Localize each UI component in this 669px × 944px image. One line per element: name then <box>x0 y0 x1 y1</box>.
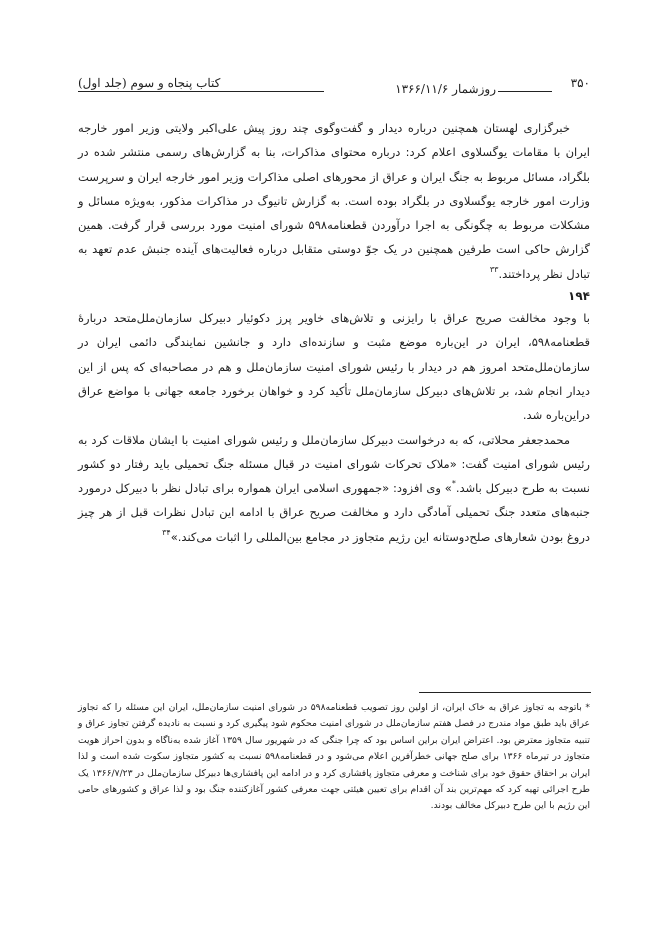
header-date: روزشمار ۱۳۶۶/۱۱/۶ <box>395 82 496 96</box>
page-number: ۳۵۰ <box>570 76 590 90</box>
footnote <box>78 700 590 815</box>
paragraph-3-text-a: محمدجعفر محلاتی، که به درخواست دبیرکل سازمان‌ملل و رئیس شورای امنیت با ایشان ملاقات کرد به رئیس شورای امنیت گفت: «ملاک تحرکات شورای امنیت در قبال مسئله جنگ تحمیلی باید رفتار دو کشور نسبت به طرح دبیرکل باشد. <box>78 432 590 496</box>
paragraph-3 <box>78 428 590 549</box>
main-text <box>78 116 590 549</box>
paragraph-2: با وجود مخالفت صریح عراق با رایزنی و تلاش‌های خاویر پرز دکوئیار دبیرکل سازمان‌ملل‌متحد دربارۀ قطعنامه۵۹۸، ایران در این‌باره موضع مثبت و سازنده‌ای دارد و جانشین نمایندگی دائمی ایران در سازمان‌ملل‌متحد امروز هم در دیدار با رئیس شورای امنیت سازمان‌ملل و هم در مصاحبه‌ای که پس از این دیدار انجام شد، بر تلاش‌های دبیرکل سازمان‌ملل تأکید کرد و خواهان برخورد جامعه جهانی با مواضع عراق دراین‌باره شد. <box>78 311 590 423</box>
paragraph-3-text-b: » وی افزود: «جمهوری اسلامی ایران همواره برای تبادل نظر با دبیرکل درمورد جنبه‌های متعدد جنگ تحمیلی آمادگی دارد و مخالفت صریح عراق با ادامه این تبادل نظرات قبل از هر چیز دروغ بودن شعارهای صلح‌دوستانه این رژیم متجاوز در مجامع بین‌المللی را اثبات می‌کند.» <box>78 481 590 544</box>
footnote-text: * باتوجه به تجاوز عراق به خاک ایران، از اولین روز تصویب قطعنامه۵۹۸ در شورای امنیت سازمان‌ملل، ایران این مسئله را که تجاوز عراق باید طبق مواد مندرج در فصل هفتم سازمان‌ملل در شورای امنیت محکوم شود پیگیری کرد و نسبت به نادیده گرفتن تجاوز عراق و تنبیه متجاوز معترض بود. اعتراض ایران براین اساس بود که چرا جنگی که در شهریور سال ۱۳۵۹ آغاز شده به‌ناگاه و بدون احراز هویت متجاوز در تیرماه ۱۳۶۶ برای صلح جهانی خطرآفرین اعلام می‌شود و در قطعنامه۵۹۸ نسبت به کشور متجاوز سکوت شده است و لذا ایران بر احقاق حقوق خود برای شناخت و معرفی متجاوز پافشاری کرد و در ادامه این پافشاری‌ها دبیرکل سازمان‌ملل در ۱۳۶۶/۷/۲۳ یک طرح اجرائی تهیه کرد که مهم‌ترین بند آن اقدام برای تعیین هیئتی جهت معرفی کشور آغازکننده جنگ بود و لذا عراق و کشورهای حامی این رژیم با این طرح دبیرکل مخالف بودند. <box>78 702 590 812</box>
header-rule-right <box>498 91 552 92</box>
running-header <box>78 76 590 98</box>
header-rule-left <box>78 91 324 92</box>
paragraph-1-text: خبرگزاری لهستان همچنین درباره دیدار و گفت‌وگوی چند روز پیش علی‌اکبر ولایتی وزیر امور خارجه ایران با مقامات یوگسلاوی اعلام کرد: درباره محتوای مذاکرات، بنا به گزارش‌های رسمی منتشر شده در بلگراد، مسائل مربوط به جنگ ایران و عراق از محورهای اصلی مذاکرات وزیر امور خارجه ایران و سرپرست وزارت امور خارجه یوگسلاوی در بلگراد بوده است. به گزارش تانیوگ در مذاکرات مذکور، به‌ویژه مسائل و مشکلات مربوط به چگونگی به اجرا درآوردن قطعنامه۵۹۸ شورای امنیت مورد بررسی قرار گرفت. همین گزارش حاکی است طرفین همچنین در یک جوّ دوستی متقابل درباره فعالیت‌های آینده جنبش عدم تعهد به تبادل نظر پرداختند. <box>78 121 590 281</box>
footnote-divider <box>419 692 591 693</box>
reference-34: ۳۴ <box>162 527 171 537</box>
book-title: کتاب پنجاه و سوم (جلد اول) <box>78 76 221 90</box>
footnote-marker: * <box>451 479 456 489</box>
section-number: ۱۹۴ <box>568 289 590 304</box>
paragraph-1 <box>78 116 590 286</box>
reference-33: ۳۳ <box>489 264 499 274</box>
